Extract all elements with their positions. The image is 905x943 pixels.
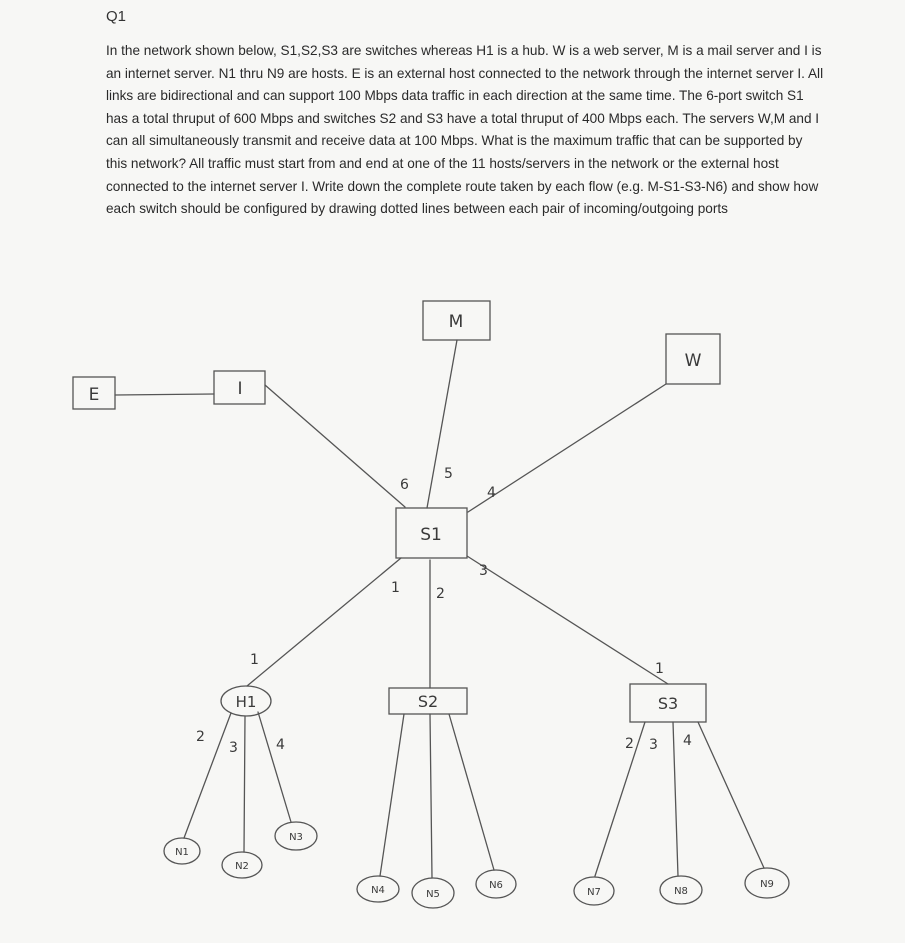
h1-port-2: 2 (196, 729, 205, 745)
s1-port-5: 5 (444, 466, 453, 482)
question-number: Q1 (106, 8, 127, 25)
link-s1-s3 (467, 556, 668, 684)
s1-port-1: 1 (391, 580, 400, 596)
node-e (73, 377, 115, 409)
node-s2-label: S2 (417, 692, 439, 711)
host-n5-label: N5 (426, 889, 440, 900)
host-n6 (476, 870, 516, 898)
link-h1-n1 (184, 713, 231, 838)
node-w (666, 334, 720, 384)
node-h1-label: H1 (235, 693, 257, 711)
node-s3-label: S3 (657, 694, 679, 713)
s1-port-3: 3 (479, 563, 488, 579)
h1-port-4: 4 (276, 737, 285, 753)
node-s3 (630, 684, 706, 722)
node-i-label: I (237, 379, 243, 399)
link-h1-n3 (258, 712, 291, 822)
host-n1-label: N1 (175, 847, 189, 858)
host-n9-label: N9 (760, 879, 774, 890)
node-s1-label: S1 (420, 525, 442, 545)
s3-port-2: 2 (625, 736, 634, 752)
link-s3-n8 (673, 722, 678, 876)
s1-port-2: 2 (436, 586, 445, 602)
link-s2-n6 (449, 714, 494, 870)
host-n9 (745, 868, 789, 898)
s1-port-4: 4 (487, 485, 496, 501)
host-n4-label: N4 (371, 885, 385, 896)
link-i-s1 (265, 385, 405, 507)
host-n4 (357, 876, 399, 902)
node-e-label: E (88, 385, 100, 405)
s3-port-4: 4 (683, 733, 692, 749)
h1-port-3: 3 (229, 740, 238, 756)
link-m-s1 (427, 340, 457, 508)
node-s2 (389, 688, 467, 714)
link-s3-n9 (698, 722, 764, 868)
s3-port-1: 1 (655, 661, 664, 677)
link-s1-h1 (247, 558, 401, 686)
node-m (423, 301, 490, 340)
host-n8 (660, 876, 702, 904)
s1-port-6: 6 (400, 477, 409, 493)
link-h1-n2 (244, 716, 245, 852)
host-n5 (412, 878, 454, 908)
node-h1 (221, 686, 271, 716)
host-n8-label: N8 (674, 886, 688, 897)
host-n3-label: N3 (289, 832, 303, 843)
s3-port-3: 3 (649, 737, 658, 753)
link-s2-n4 (380, 714, 404, 876)
host-n6-label: N6 (489, 880, 503, 891)
host-n7-label: N7 (587, 887, 601, 898)
link-w-s1 (468, 384, 666, 512)
question-text: In the network shown below, S1,S2,S3 are switches whereas H1 is a hub. W is a web server, M is a mail server and I is an internet server. N1 thru N9 are hosts. E is an external host connected to the network through the internet server I. All links are bidirectional and can support 100 Mbps data traffic in each direction at the same time. The 6-port switch S1 has a total thruput of 600 Mbps and switches S2 and S3 have a total thruput of 400 Mbps each. The servers W,M and I can all simultaneously transmit and receive data at 100 Mbps. What is the maximum traffic that can be supported by this network? All traffic must start from and end at one of the 11 hosts/servers in the network or the external host connected to the internet server I. Write down the complete route taken by each flow (e.g. M-S1-S3-N6) and show how each switch should be configured by drawing dotted lines between each pair of incoming/outgoing ports (106, 43, 824, 217)
host-n3 (275, 822, 317, 850)
link-s2-n5 (430, 714, 432, 878)
host-n1 (164, 838, 200, 864)
host-n2 (222, 852, 262, 878)
node-w-label: W (684, 351, 702, 371)
link-s3-n7 (595, 722, 645, 876)
host-n2-label: N2 (235, 861, 249, 872)
h1-port-1: 1 (250, 652, 259, 668)
host-n7 (574, 877, 614, 905)
node-s1 (396, 508, 467, 558)
node-i (214, 371, 265, 404)
node-m-label: M (448, 312, 464, 332)
link-e-i (115, 394, 214, 395)
